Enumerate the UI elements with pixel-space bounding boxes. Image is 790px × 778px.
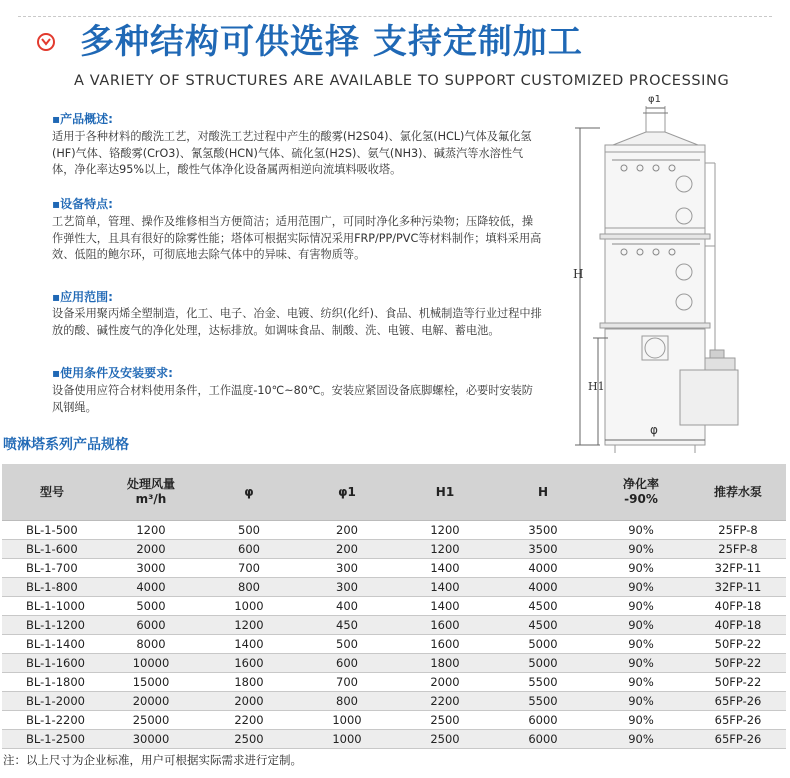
table-cell: 90% — [592, 559, 690, 578]
table-cell: 1200 — [102, 521, 200, 540]
table-cell: 2500 — [396, 711, 494, 730]
table-cell: 32FP-11 — [690, 559, 786, 578]
table-cell: 1800 — [396, 654, 494, 673]
table-row — [2, 578, 786, 597]
table-row — [2, 597, 786, 616]
column-header — [396, 464, 494, 521]
column-header — [690, 464, 786, 521]
table-cell: 50FP-22 — [690, 635, 786, 654]
column-header-sublabel: -90% — [624, 492, 658, 506]
column-header-sublabel: m³/h — [135, 492, 167, 506]
table-cell: 1200 — [200, 616, 298, 635]
conditions-text: 设备使用应符合材料使用条件，工作温度-10℃~80℃。安装应紧固设备底脚螺栓，必要时安装防风钢绳。 — [52, 384, 533, 414]
table-cell: 800 — [200, 578, 298, 597]
table-cell: BL-1-700 — [2, 559, 102, 578]
table-cell: 20000 — [102, 692, 200, 711]
table-cell: 40FP-18 — [690, 597, 786, 616]
features-text: 工艺简单，管理、操作及维修相当方便简洁；适用范围广，可同时净化多种污染物；压降较低，操作弹性大，且具有很好的除雾性能；塔体可根据实际情况采用FRP/PP/PVC等材料制作；填料采用高效、低阻的鲍尔环，可彻底地去除气体中的异味、有害物质等。 — [52, 215, 542, 261]
table-cell: 90% — [592, 540, 690, 559]
table-cell: 1400 — [396, 597, 494, 616]
table-cell: 6000 — [102, 616, 200, 635]
table-cell: 1600 — [200, 654, 298, 673]
table-cell: 300 — [298, 578, 396, 597]
table-cell: 4000 — [494, 578, 592, 597]
table-cell: 500 — [298, 635, 396, 654]
table-cell: 200 — [298, 540, 396, 559]
table-cell: BL-1-600 — [2, 540, 102, 559]
column-header — [102, 464, 200, 521]
table-cell: 500 — [200, 521, 298, 540]
table-cell: 25000 — [102, 711, 200, 730]
table-cell: 2000 — [200, 692, 298, 711]
page-title: 多种结构可供选择 支持定制加工 — [80, 22, 583, 62]
table-cell: 1600 — [396, 616, 494, 635]
table-cell: 1200 — [396, 540, 494, 559]
table-cell: 90% — [592, 692, 690, 711]
top-divider — [18, 16, 772, 17]
table-cell: 450 — [298, 616, 396, 635]
table-cell: BL-1-1000 — [2, 597, 102, 616]
table-cell: 1000 — [298, 711, 396, 730]
table-cell: 2500 — [200, 730, 298, 749]
table-cell: 1400 — [396, 559, 494, 578]
table-cell: 4500 — [494, 616, 592, 635]
table-cell: 600 — [200, 540, 298, 559]
overview-text: 适用于各种材料的酸洗工艺，对酸洗工艺过程中产生的酸雾(H2S04)、氯化氢(HCL)气体及氟化氢(HF)气体、铬酸雾(CrO3)、氰氢酸(HCN)气体、硫化氢(H2S)、氨气(NH3)、碱蒸汽等水溶性气体，净化率达95%以上，酸性气体净化设备属两相逆向流填料吸收塔。 — [52, 130, 532, 176]
table-cell: 8000 — [102, 635, 200, 654]
table-cell: BL-1-1400 — [2, 635, 102, 654]
table-cell: 5500 — [494, 673, 592, 692]
table-cell: 30000 — [102, 730, 200, 749]
column-header — [592, 464, 690, 521]
table-cell: 50FP-22 — [690, 654, 786, 673]
table-cell: 90% — [592, 730, 690, 749]
table-row — [2, 673, 786, 692]
table-cell: 25FP-8 — [690, 540, 786, 559]
column-header — [298, 464, 396, 521]
table-row — [2, 654, 786, 673]
table-cell: 1000 — [200, 597, 298, 616]
phi-label: φ — [650, 423, 658, 437]
table-cell: 300 — [298, 559, 396, 578]
table-cell: 65FP-26 — [690, 692, 786, 711]
specs-title: 喷淋塔系列产品规格 — [3, 437, 129, 453]
table-cell: 700 — [298, 673, 396, 692]
spec-table — [2, 464, 786, 749]
table-cell: 1800 — [200, 673, 298, 692]
table-cell: 5000 — [494, 654, 592, 673]
table-cell: 1200 — [396, 521, 494, 540]
table-cell: 5000 — [102, 597, 200, 616]
chevron-down-circle-icon — [37, 33, 55, 51]
table-cell: 90% — [592, 673, 690, 692]
table-row — [2, 616, 786, 635]
table-cell: BL-1-500 — [2, 521, 102, 540]
table-cell: 3000 — [102, 559, 200, 578]
height-label: H — [573, 267, 584, 281]
table-cell: 1600 — [396, 635, 494, 654]
page-subtitle: A VARIETY OF STRUCTURES ARE AVAILABLE TO SUPPORT CUSTOMIZED PROCESSING — [74, 73, 730, 89]
column-header-label: 推荐水泵 — [713, 484, 762, 499]
table-cell: 2200 — [200, 711, 298, 730]
column-header — [2, 464, 102, 521]
table-row — [2, 635, 786, 654]
table-row — [2, 711, 786, 730]
conditions-heading: ▪使用条件及安装要求: — [52, 366, 173, 380]
column-header-label: 净化率 — [622, 477, 659, 491]
table-cell: 2000 — [396, 673, 494, 692]
h1-label: H1 — [588, 380, 605, 393]
table-cell: 5000 — [494, 635, 592, 654]
table-cell: BL-1-800 — [2, 578, 102, 597]
application-heading: ▪应用范围: — [52, 290, 113, 304]
table-cell: 65FP-26 — [690, 711, 786, 730]
table-cell: 200 — [298, 521, 396, 540]
table-header-row — [2, 464, 786, 521]
column-header-label: H1 — [435, 484, 455, 499]
column-header — [200, 464, 298, 521]
features-heading: ▪设备特点: — [52, 197, 113, 211]
table-cell: 4500 — [494, 597, 592, 616]
table-cell: BL-1-2200 — [2, 711, 102, 730]
table-cell: BL-1-1800 — [2, 673, 102, 692]
table-cell: 40FP-18 — [690, 616, 786, 635]
table-cell: 50FP-22 — [690, 673, 786, 692]
table-cell: BL-1-2500 — [2, 730, 102, 749]
table-cell: BL-1-1200 — [2, 616, 102, 635]
table-cell: 90% — [592, 521, 690, 540]
table-row — [2, 540, 786, 559]
table-cell: 4000 — [494, 559, 592, 578]
table-cell: 10000 — [102, 654, 200, 673]
table-cell: 6000 — [494, 711, 592, 730]
table-row — [2, 692, 786, 711]
column-header-label: 处理风量 — [126, 477, 175, 491]
column-header — [494, 464, 592, 521]
table-row — [2, 521, 786, 540]
table-cell: 2500 — [396, 730, 494, 749]
table-cell: 2000 — [102, 540, 200, 559]
overview-heading: ▪产品概述: — [52, 112, 113, 126]
table-cell: 90% — [592, 597, 690, 616]
table-cell: 3500 — [494, 521, 592, 540]
table-cell: 6000 — [494, 730, 592, 749]
phi1-label: φ1 — [648, 94, 661, 105]
table-cell: BL-1-2000 — [2, 692, 102, 711]
table-cell: 90% — [592, 711, 690, 730]
table-cell: 90% — [592, 635, 690, 654]
column-header-label: φ1 — [338, 484, 356, 499]
table-cell: 32FP-11 — [690, 578, 786, 597]
table-cell: 2200 — [396, 692, 494, 711]
table-cell: 1400 — [200, 635, 298, 654]
table-cell: 25FP-8 — [690, 521, 786, 540]
table-cell: 90% — [592, 654, 690, 673]
column-header-label: H — [537, 484, 549, 499]
footnote: 注：以上尺寸为企业标准，用户可根据实际需求进行定制。 — [3, 753, 302, 767]
table-cell: 3500 — [494, 540, 592, 559]
table-cell: 400 — [298, 597, 396, 616]
table-row — [2, 559, 786, 578]
table-row — [2, 730, 786, 749]
column-header-label: φ — [244, 484, 254, 499]
table-cell: 600 — [298, 654, 396, 673]
column-header-label: 型号 — [39, 484, 64, 499]
table-cell: 800 — [298, 692, 396, 711]
table-cell: 1400 — [396, 578, 494, 597]
table-cell: BL-1-1600 — [2, 654, 102, 673]
application-text: 设备采用聚丙烯全塑制造，化工、电子、冶金、电镀、纺织(化纤)、食品、机械制造等行业过程中排放的酸、碱性废气的净化处理，达标排放。如调味食品、制酸、洗、电镀、电解、蓄电池。 — [52, 307, 542, 337]
tower-diagram — [560, 88, 770, 460]
table-cell: 90% — [592, 616, 690, 635]
table-cell: 15000 — [102, 673, 200, 692]
table-cell: 5500 — [494, 692, 592, 711]
table-cell: 65FP-26 — [690, 730, 786, 749]
tower-outline — [600, 106, 738, 453]
table-cell: 4000 — [102, 578, 200, 597]
table-cell: 1000 — [298, 730, 396, 749]
table-cell: 90% — [592, 578, 690, 597]
table-cell: 700 — [200, 559, 298, 578]
